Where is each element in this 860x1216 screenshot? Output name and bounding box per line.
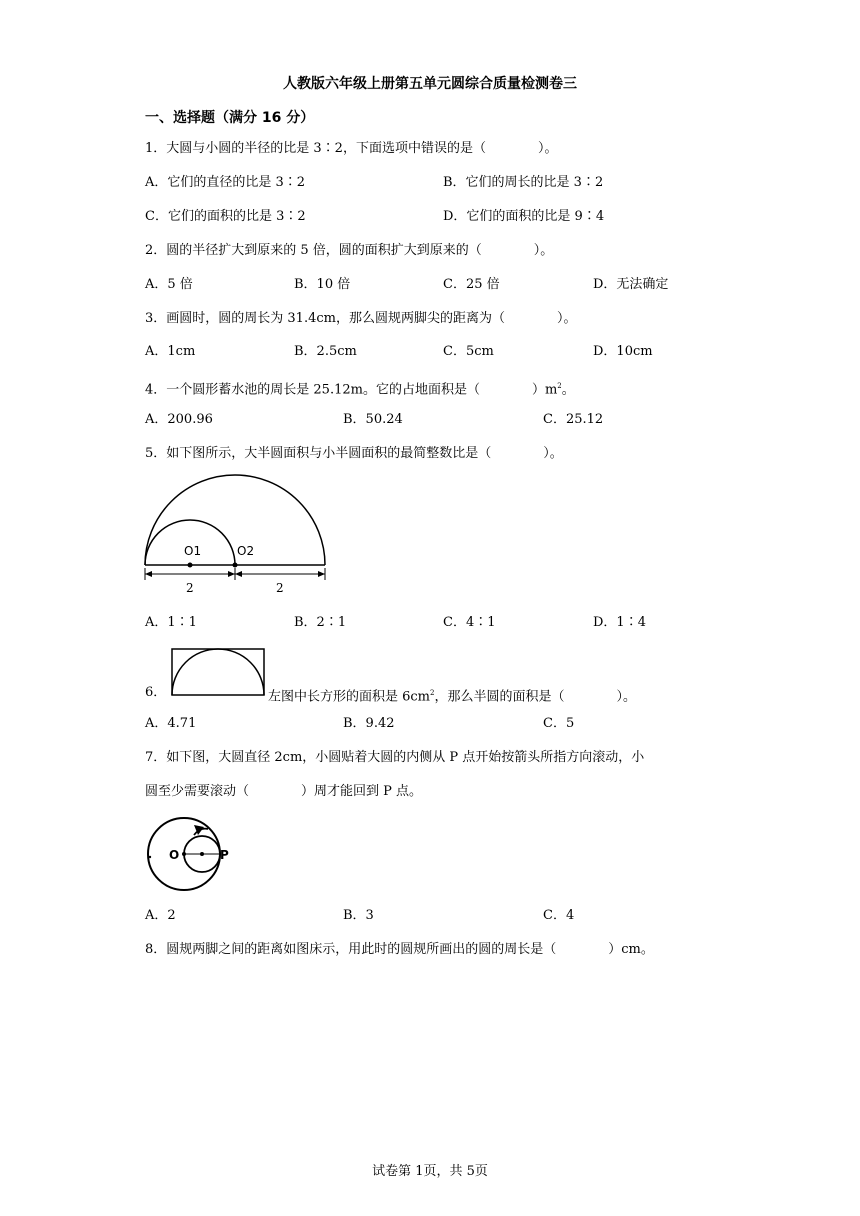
semicircle-shape xyxy=(172,649,264,695)
question-1-option-d: D．它们的面积的比是 9∶4 xyxy=(443,209,605,224)
question-6-stem xyxy=(268,683,636,707)
question-6-stem-text: 左图中长方形的面积是 6cm xyxy=(268,689,431,705)
label-p: P xyxy=(220,848,229,862)
center-dot-o xyxy=(182,852,186,856)
question-4-stem-text: 4．一个圆形蓄水池的周长是 25.12m。它的占地面积是（ ）m xyxy=(145,382,558,398)
page-footer: 试卷第 1页，共 5页 xyxy=(372,1164,488,1179)
question-6-stem-end: ，那么半圆的面积是（ ）。 xyxy=(434,689,636,705)
center-dot-o1 xyxy=(188,563,193,568)
question-7-stem-line2: 圆至少需要滚动（ ）周才能回到 P 点。 xyxy=(145,784,423,799)
section-heading: 一、选择题（满分 16 分） xyxy=(145,110,315,126)
question-7-option-a: A．2 xyxy=(145,908,176,923)
label-o2: O2 xyxy=(237,544,255,558)
question-6-option-c: C．5 xyxy=(543,716,575,731)
question-3-option-a: A．1cm xyxy=(145,344,196,359)
question-3-option-c: C．5cm xyxy=(443,344,494,359)
superscript-2: 2 xyxy=(557,382,562,390)
center-dot-small xyxy=(200,852,204,856)
question-1-option-c: C．它们的面积的比是 3∶2 xyxy=(145,209,306,224)
question-7-stem-line1: 7．如下图，大圆直径 2cm，小圆贴着大圆的内侧从 P 点开始按箭头所指方向滚动，小 xyxy=(145,750,645,765)
large-semicircle xyxy=(145,475,325,565)
semicircles-figure xyxy=(140,470,340,600)
stray-dot xyxy=(149,856,151,858)
rolling-circles-figure xyxy=(142,815,232,895)
question-3-stem: 3．画圆时，圆的周长为 31.4cm，那么圆规两脚尖的距离为（ ）。 xyxy=(145,311,577,326)
rectangle-shape xyxy=(172,649,264,695)
dimension-label-right: 2 xyxy=(276,581,284,595)
dimension-label-left: 2 xyxy=(186,581,194,595)
question-7-option-b: B．3 xyxy=(343,908,374,923)
question-6-option-b: B．9.42 xyxy=(343,716,395,731)
question-4-option-b: B．50.24 xyxy=(343,412,403,427)
question-6-option-a: A．4.71 xyxy=(145,716,197,731)
superscript-2: 2 xyxy=(430,689,435,697)
question-7-option-c: C．4 xyxy=(543,908,575,923)
rectangle-semicircle-figure xyxy=(170,647,266,697)
question-4-option-c: C．25.12 xyxy=(543,412,604,427)
question-2-stem: 2．圆的半径扩大到原来的 5 倍，圆的面积扩大到原来的（ ）。 xyxy=(145,243,554,258)
question-1-stem: 1．大圆与小圆的半径的比是 3∶2，下面选项中错误的是（ ）。 xyxy=(145,141,558,156)
center-dot-o2 xyxy=(233,563,238,568)
question-1-option-a: A．它们的直径的比是 3∶2 xyxy=(145,175,306,190)
label-o: O xyxy=(169,848,180,862)
question-2-option-a: A．5 倍 xyxy=(145,277,193,292)
small-semicircle xyxy=(145,520,235,565)
question-3-option-b: B．2.5cm xyxy=(294,344,357,359)
question-2-option-d: D．无法确定 xyxy=(593,277,669,292)
question-1-option-b: B．它们的周长的比是 3∶2 xyxy=(443,175,604,190)
question-5-option-c: C．4∶1 xyxy=(443,615,496,630)
question-3-option-d: D．10cm xyxy=(593,344,653,359)
question-2-option-c: C．25 倍 xyxy=(443,277,500,292)
question-8-stem: 8．圆规两脚之间的距离如图床示，用此时的圆规所画出的圆的周长是（ ）cm。 xyxy=(145,942,654,957)
question-5-option-b: B．2∶1 xyxy=(294,615,347,630)
question-4-stem-end: 。 xyxy=(561,382,575,398)
question-6-number: 6． xyxy=(145,685,167,700)
question-5-stem: 5．如下图所示，大半圆面积与小半圆面积的最简整数比是（ ）。 xyxy=(145,446,563,461)
question-2-option-b: B．10 倍 xyxy=(294,277,351,292)
question-5-option-d: D．1∶4 xyxy=(593,615,646,630)
question-4-stem xyxy=(145,376,575,400)
question-4-option-a: A．200.96 xyxy=(145,412,213,427)
question-5-option-a: A．1∶1 xyxy=(145,615,197,630)
label-o1: O1 xyxy=(184,544,202,558)
page-title: 人教版六年级上册第五单元圆综合质量检测卷三 xyxy=(283,76,577,92)
